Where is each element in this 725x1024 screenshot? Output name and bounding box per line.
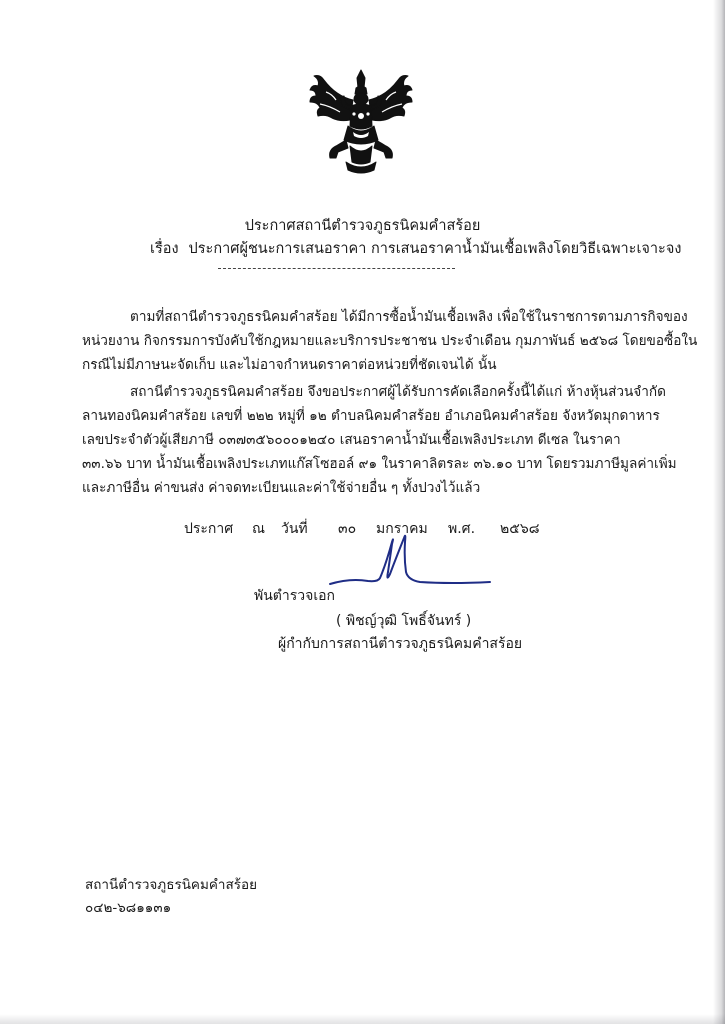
body-line: กรณีไม่มีภาษนะจัดเก็บ และไม่อาจกำหนดราคาต่อหน่วยที่ชัดเจนได้ นั้น	[82, 357, 497, 373]
date-day: ๓๐	[338, 521, 357, 537]
body-line: ๓๓.๖๖ บาท น้ำมันเชื้อเพลิงประเภทแก๊สโซฮอล์ ๙๑ ในราคาลิตรละ ๓๖.๑๐ บาท โดยรวมภาษีมูลค่าเพิ่ม	[82, 456, 677, 472]
page-edge-shadow	[713, 0, 725, 1024]
date-at-label: ณ	[252, 521, 265, 537]
signatory-name: ( พิชญ์วุฒิ โพธิ์จันทร์ )	[336, 613, 472, 629]
subject-line	[150, 237, 681, 260]
signatory-rank: พันตำรวจเอก	[254, 588, 336, 604]
body-line: ลานทองนิคมคำสร้อย เลขที่ ๒๒๒ หมู่ที่ ๑๒ ตำบลนิคมคำสร้อย อำเภอนิคมคำสร้อย จังหวัดมุกดาหาร	[82, 408, 660, 424]
announcement-title: ประกาศสถานีตำรวจภูธรนิคมคำสร้อย	[244, 218, 481, 234]
divider	[218, 268, 455, 269]
footer-office: สถานีตำรวจภูธรนิคมคำสร้อย	[85, 877, 257, 893]
page-bottom-shadow	[0, 1014, 725, 1024]
handwritten-signature	[320, 528, 495, 600]
body-line: หน่วยงาน กิจกรรมการบังคับใช้กฎหมายและบริการประชาชน ประจำเดือน กุมภาพันธ์ ๒๕๖๘ โดยขอซื้อใน	[82, 333, 698, 349]
date-era: พ.ศ.	[448, 521, 476, 537]
body-line: และภาษีอื่น ค่าขนส่ง ค่าจดทะเบียนและค่าใช้จ่ายอื่น ๆ ทั้งปวงไว้แล้ว	[82, 480, 481, 496]
subject-text: ประกาศผู้ชนะการเสนอราคา การเสนอราคาน้ำมันเชื้อเพลิงโดยวิธีเฉพาะเจาะจง	[188, 241, 682, 257]
body-line: เลขประจำตัวผู้เสียภาษี ๐๓๗๓๕๖๐๐๐๑๒๔๐ เสนอราคาน้ำมันเชื้อเพลิงประเภท ดีเซล ในราคา	[82, 432, 621, 448]
signatory-position: ผู้กำกับการสถานีตำรวจภูธรนิคมคำสร้อย	[278, 636, 523, 652]
date-year: ๒๕๖๘	[500, 521, 540, 537]
body-line: ตามที่สถานีตำรวจภูธรนิคมคำสร้อย ได้มีการซื้อน้ำมันเชื้อเพลิง เพื่อใช้ในราชการตามภารกิจของ	[130, 309, 688, 325]
subject-label: เรื่อง	[150, 241, 179, 257]
garuda-emblem-icon	[306, 66, 416, 178]
footer-phone: ๐๔๒-๖๘๑๑๓๑	[85, 900, 172, 916]
date-announced-label: ประกาศ	[184, 521, 234, 537]
date-day-label: วันที่	[281, 521, 308, 537]
date-month: มกราคม	[376, 521, 428, 537]
body-line: สถานีตำรวจภูธรนิคมคำสร้อย จึงขอประกาศผู้ได้รับการคัดเลือกครั้งนี้ได้แก่ ห้างหุ้นส่วนจำกัด	[130, 384, 666, 400]
